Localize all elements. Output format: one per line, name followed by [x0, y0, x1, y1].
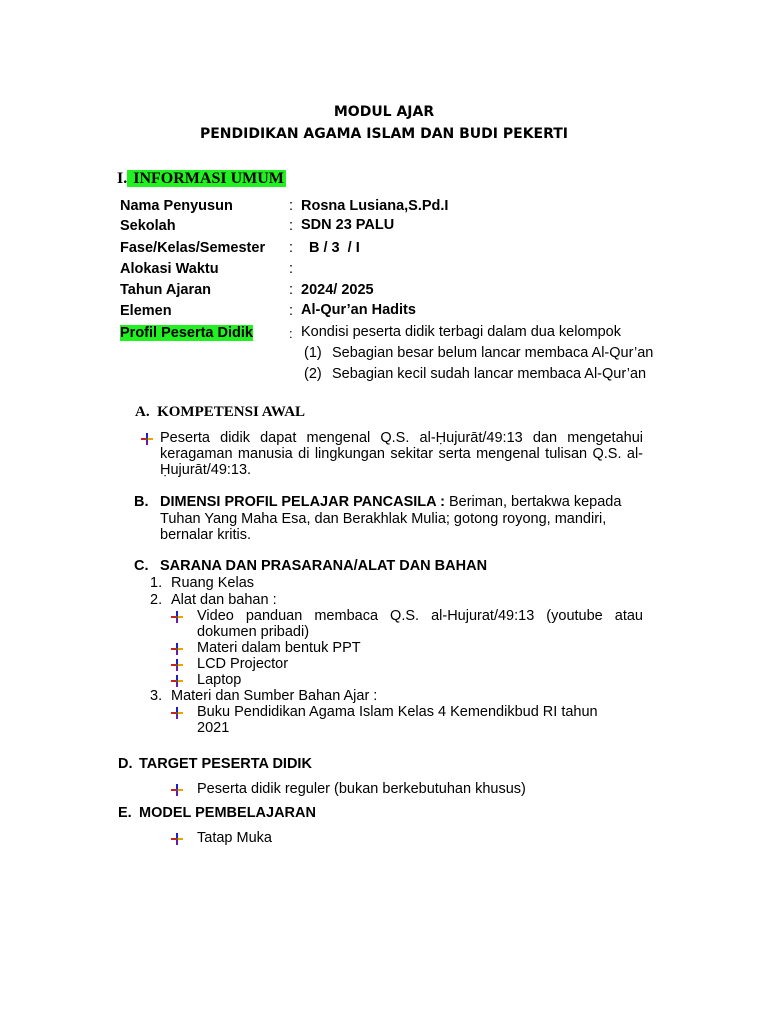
section-a-title: KOMPETENSI AWAL — [157, 404, 306, 420]
info-colon: : — [289, 303, 294, 319]
profil-item-text: Sebagian kecil sudah lancar membaca Al-Qur’an — [332, 366, 647, 382]
kompetensi-line: Peserta didik dapat mengenal Q.S. al-Ḥujurāt/49:13 dan mengetahui — [160, 430, 643, 446]
kompetensi-line: keragaman manusia di lingkungan sekitar serta mengenal tulisan Q.S. al- — [160, 446, 643, 462]
section-a-letter: A. — [135, 404, 150, 420]
section-b-line: Tuhan Yang Maha Esa, dan Berakhlak Mulia; gotong royong, mandiri, — [160, 511, 607, 527]
profil-item-number: (2) — [304, 366, 322, 382]
section-b-text: Beriman, bertakwa kepada — [448, 494, 622, 510]
section-e-title: MODEL PEMBELAJARAN — [139, 805, 316, 821]
target-item: Peserta didik reguler (bukan berkebutuhan khusus) — [197, 781, 526, 797]
info-colon: : — [289, 218, 294, 234]
info-label-elemen: Elemen — [120, 303, 172, 319]
section-c-letter: C. — [134, 558, 149, 574]
bullet-icon — [171, 643, 183, 655]
bullet-icon — [171, 611, 183, 623]
bullet-icon — [171, 675, 183, 687]
info-label-fase: Fase/Kelas/Semester — [120, 240, 266, 256]
section-a-heading — [135, 404, 305, 421]
info-label-tahun: Tahun Ajaran — [120, 282, 212, 298]
info-value-fase: B / 3 / I — [309, 240, 360, 256]
list-item: Materi dan Sumber Bahan Ajar : — [171, 688, 378, 704]
bullet-icon — [171, 833, 183, 845]
info-colon: : — [289, 326, 293, 341]
alat-item: LCD Projector — [197, 656, 289, 672]
section-b-letter: B. — [134, 494, 149, 510]
kompetensi-line: Ḥujurāt/49:13. — [160, 462, 252, 478]
list-number: 2. — [150, 592, 163, 608]
section-i-heading — [117, 170, 286, 188]
section-b-title: DIMENSI PROFIL PELAJAR PANCASILA : — [160, 494, 445, 510]
section-b-heading — [134, 494, 149, 510]
info-colon: : — [289, 282, 294, 298]
info-label-alokasi: Alokasi Waktu — [120, 261, 219, 277]
info-colon: : — [289, 240, 294, 256]
alat-item: Video panduan membaca Q.S. al-Hujurat/49:13 (youtube atau — [197, 608, 643, 624]
section-d-letter: D. — [118, 756, 133, 772]
section-d-title: TARGET PESERTA DIDIK — [139, 756, 312, 772]
sumber-item: 2021 — [197, 720, 230, 736]
info-value-nama: Rosna Lusiana,S.Pd.I — [301, 198, 449, 214]
document-title: MODUL AJAR — [333, 104, 435, 120]
section-i-number: I. — [117, 170, 128, 187]
info-label-nama: Nama Penyusun — [120, 198, 233, 214]
model-item: Tatap Muka — [197, 830, 272, 846]
alat-item: Laptop — [197, 672, 242, 688]
info-value-sekolah: SDN 23 PALU — [301, 217, 395, 233]
alat-item: Materi dalam bentuk PPT — [197, 640, 361, 656]
info-label-profil: Profil Peserta Didik — [120, 325, 253, 341]
section-b-line: bernalar kritis. — [160, 527, 252, 543]
profil-item-text: Sebagian besar belum lancar membaca Al-Qur’an — [332, 345, 654, 361]
section-c-title: SARANA DAN PRASARANA/ALAT DAN BAHAN — [160, 558, 488, 574]
info-colon: : — [289, 261, 294, 277]
section-i-title: INFORMASI UMUM — [127, 170, 286, 187]
info-value-tahun: 2024/ 2025 — [301, 282, 374, 298]
document-subtitle: PENDIDIKAN AGAMA ISLAM DAN BUDI PEKERTI — [199, 126, 569, 142]
bullet-icon — [171, 659, 183, 671]
info-value-elemen: Al-Qur’an Hadits — [301, 302, 416, 318]
section-b-line — [160, 494, 621, 510]
info-value-profil: Kondisi peserta didik terbagi dalam dua kelompok — [301, 324, 621, 340]
list-item: Ruang Kelas — [171, 575, 255, 591]
list-number: 3. — [150, 688, 163, 704]
bullet-icon — [171, 784, 183, 796]
profil-item-number: (1) — [304, 345, 322, 361]
bullet-icon — [171, 707, 183, 719]
bullet-icon — [141, 433, 153, 445]
info-colon: : — [289, 198, 294, 214]
list-item: Alat dan bahan : — [171, 592, 277, 608]
list-number: 1. — [150, 575, 163, 591]
section-e-letter: E. — [118, 805, 132, 821]
alat-item: dokumen pribadi) — [197, 624, 310, 640]
info-label-sekolah: Sekolah — [120, 218, 176, 234]
sumber-item: Buku Pendidikan Agama Islam Kelas 4 Kemendikbud RI tahun — [197, 704, 598, 720]
